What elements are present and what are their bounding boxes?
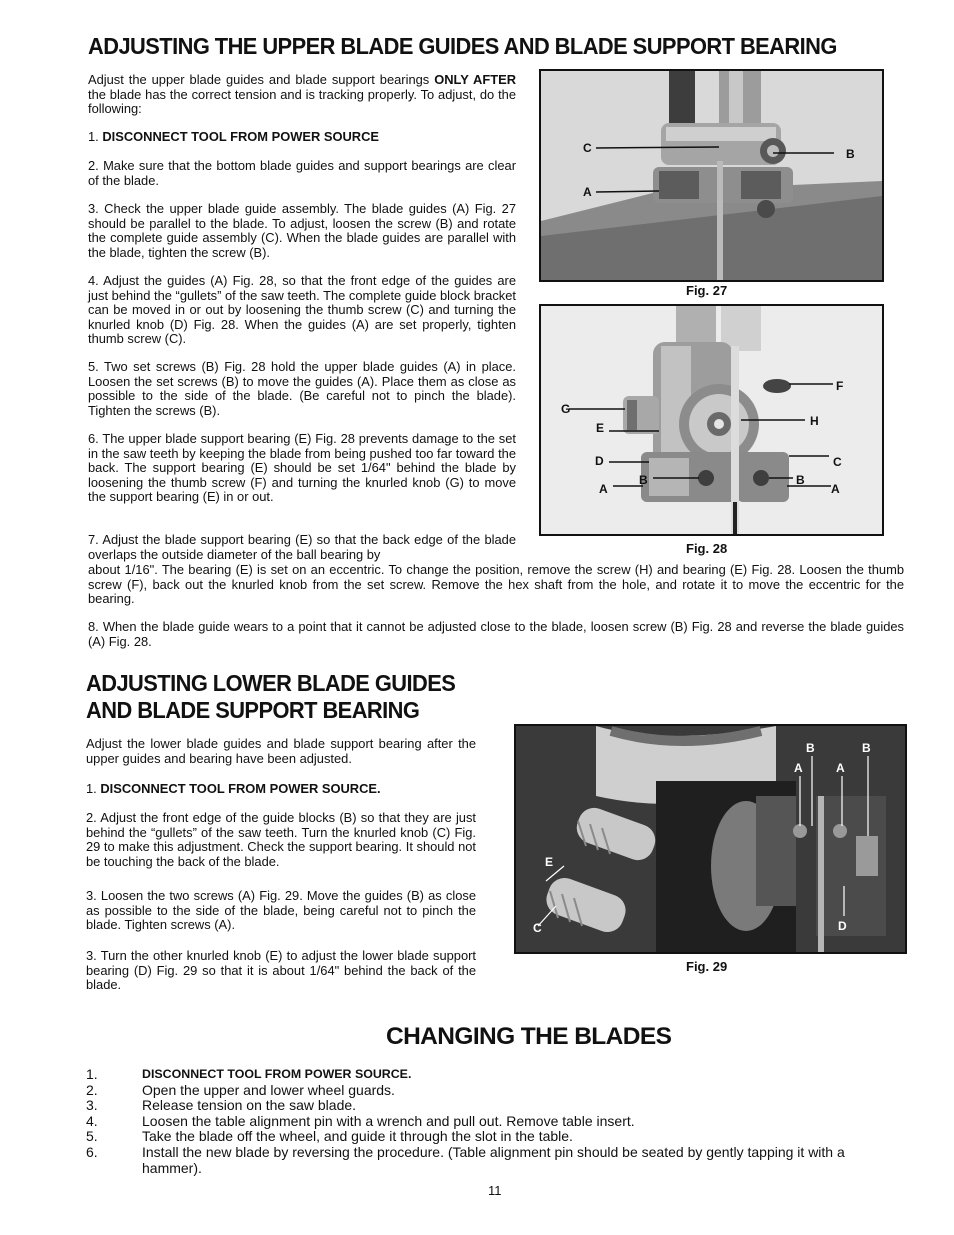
- page-number: 11: [488, 1183, 502, 1198]
- upper-step-1: 1. DISCONNECT TOOL FROM POWER SOURCE: [88, 129, 380, 144]
- upper-step-3: 3. Check the upper blade guide assembly. The blade guides (A) Fig. 27 should be parallel to the blade. To adjust, loosen the screw (B) and rotate the complete guide assembly (C). When the blade guides are parallel with the blade, tighten the screw (B).: [88, 201, 516, 260]
- upper-step-7-start: 7. Adjust the blade support bearing (E) so that the back edge of the blade overlaps the outside diameter of the ball bearing by: [88, 532, 516, 562]
- figure-28-illustration: [541, 306, 882, 534]
- changing-steps-list: [86, 1067, 896, 1176]
- fig28-label-f: F: [836, 379, 844, 393]
- list-item: 6. Install the new blade by reversing the procedure. (Table alignment pin should be seated by gently tapping it with a hammer).: [86, 1143, 845, 1176]
- list-item: 5. Take the blade off the wheel, and guide it through the slot in the table.: [86, 1128, 573, 1145]
- section-heading-lower: ADJUSTING LOWER BLADE GUIDES AND BLADE SUPPORT BEARING: [86, 670, 456, 723]
- fig28-label-e: E: [596, 421, 605, 435]
- fig29-label-d: D: [838, 919, 847, 933]
- upper-step-4: 4. Adjust the guides (A) Fig. 28, so that the front edge of the guides are just behind the “gullets” of the saw teeth. The complete guide block bracket can be moved in or out by loosening the thumb screw (C) and turning the knurled knob (D) Fig. 28. When the guides (A) are set properly, tighten thumb screw (C).: [88, 273, 516, 347]
- fig29-label-b-left: B: [806, 741, 815, 755]
- fig27-label-c: C: [583, 141, 592, 155]
- list-item: 2. Open the upper and lower wheel guards.: [86, 1081, 395, 1098]
- list-item: 4. Loosen the table alignment pin with a wrench and pull out. Remove table insert.: [86, 1112, 635, 1129]
- fig27-label-a: A: [583, 185, 592, 199]
- fig29-label-e: E: [545, 855, 554, 869]
- lower-step-2: 2. Adjust the front edge of the guide blocks (B) so that they are just behind the “gullets” of the saw teeth. Turn the knurled knob (C) Fig. 29 to make this adjustment. Check the support bearing. It should not be touching the back of the blade.: [86, 810, 476, 869]
- upper-step-2: 2. Make sure that the bottom blade guides and support bearings are clear of the blade.: [88, 158, 516, 188]
- fig29-label-a-left: A: [794, 761, 803, 775]
- fig28-caption: Fig. 28: [686, 541, 728, 556]
- fig27-caption: Fig. 27: [686, 283, 728, 298]
- list-item: 1. DISCONNECT TOOL FROM POWER SOURCE.: [86, 1066, 412, 1082]
- figure-27-illustration: [541, 71, 882, 280]
- figure-28-photo: [539, 304, 884, 536]
- figure-29-photo: [514, 724, 907, 954]
- fig27-label-b: B: [846, 147, 855, 161]
- section-heading-changing: CHANGING THE BLADES: [386, 1023, 672, 1050]
- fig28-label-a-right: A: [831, 482, 840, 496]
- upper-intro: Adjust the upper blade guides and blade support bearings ONLY AFTER the blade has the correct tension and is tracking properly. To adjust, do the following:: [88, 72, 517, 117]
- lower-step-1: 1. DISCONNECT TOOL FROM POWER SOURCE.: [86, 781, 381, 796]
- fig29-label-a-right: A: [836, 761, 845, 775]
- fig28-label-c: C: [833, 455, 842, 469]
- fig28-label-d: D: [595, 454, 604, 468]
- lower-step-3: 3. Loosen the two screws (A) Fig. 29. Move the guides (B) as close as possible to the side of the blade, being careful not to pinch the blade. Tighten screws (A).: [86, 888, 476, 933]
- upper-step-5: 5. Two set screws (B) Fig. 28 hold the upper blade guides (A) in place. Loosen the set screws (B) to move the guides (A). Place them as close as possible to the side of the blade. (Be careful not to pinch the blade). Tighten the screws (B).: [88, 359, 516, 418]
- lower-intro: Adjust the lower blade guides and blade support bearing after the upper guides and bearing have been adjusted.: [86, 736, 476, 766]
- fig28-label-a-left: A: [599, 482, 608, 496]
- upper-step-6: 6. The upper blade support bearing (E) Fig. 28 prevents damage to the set in the saw teeth by keeping the blade from being pushed too far toward the back. The support bearing (E) should be set 1/64" behind the blade by loosening the thumb screw (F) and turning the knurled knob (G) to move the support bearing (E) in or out.: [88, 431, 516, 505]
- fig28-label-b-left: B: [639, 473, 648, 487]
- section-heading-upper: ADJUSTING THE UPPER BLADE GUIDES AND BLADE SUPPORT BEARING: [88, 33, 837, 59]
- fig28-label-h: H: [810, 414, 819, 428]
- upper-step-7-rest: about 1/16". The bearing (E) is set on an eccentric. To change the position, remove the screw (H) and bearing (E) Fig. 28. Loosen the thumb screw (F), back out the knurled knob from the set screw. Remove the hex shaft from the hole, and rotate it to move the eccentric for the bearing.: [88, 562, 904, 607]
- upper-step-8: 8. When the blade guide wears to a point that it cannot be adjusted close to the blade, loosen screw (B) Fig. 28 and reverse the blade guides (A) Fig. 28.: [88, 619, 904, 649]
- fig28-label-g: G: [561, 402, 571, 416]
- fig29-label-b-right: B: [862, 741, 871, 755]
- fig29-label-c: C: [533, 921, 542, 935]
- fig29-caption: Fig. 29: [686, 959, 728, 974]
- figure-27-photo: [539, 69, 884, 282]
- lower-step-3b: 3. Turn the other knurled knob (E) to adjust the lower blade support bearing (D) Fig. 29 so that it is about 1/64" behind the back of the blade.: [86, 948, 476, 993]
- list-item: 3. Release tension on the saw blade.: [86, 1097, 357, 1114]
- fig28-label-b-right: B: [796, 473, 805, 487]
